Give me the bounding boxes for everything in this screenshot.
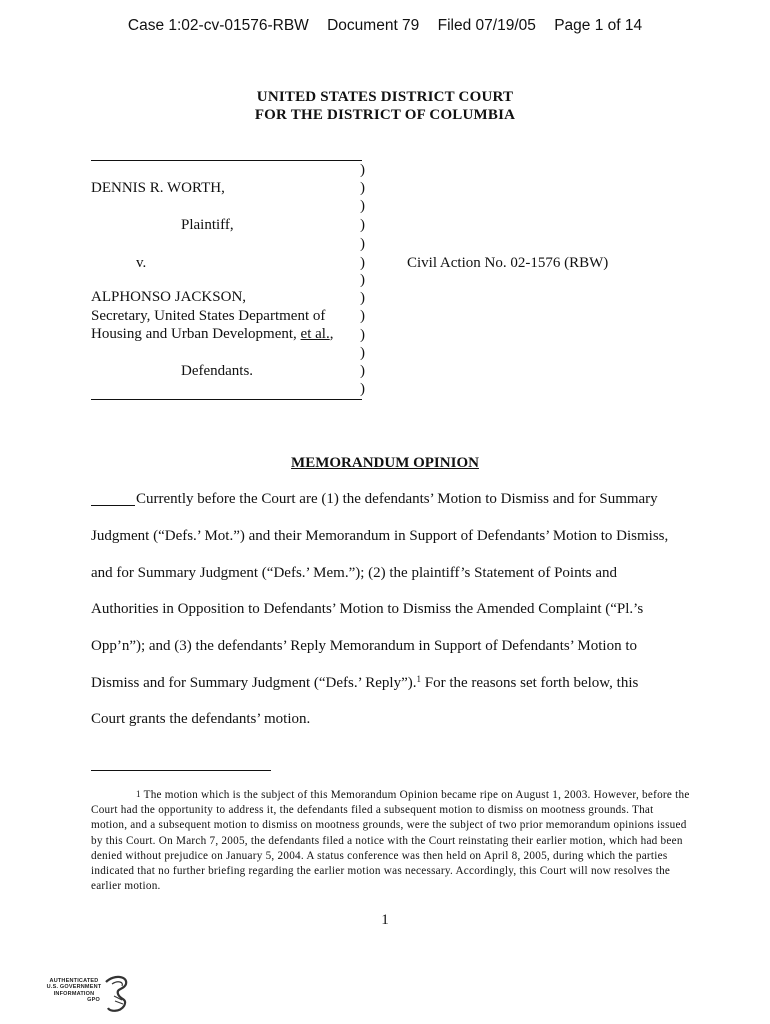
caption-bottom-rule [91,399,362,400]
defendant-title-line1: Secretary, United States Department of [91,308,326,324]
footnote-reference[interactable]: 1 [416,674,421,684]
caption-paren: ) [360,272,365,288]
gpo-authentication-seal [44,974,144,1014]
caption-paren: ) [360,198,365,214]
defendant-title-line2: Housing and Urban Development, et al., [91,326,334,342]
body-line-6: Dismiss and for Summary Judgment (“Defs.’ Reply”).$^1$ For the reasons set forth below, this [91,674,639,691]
caption-paren: ) [360,381,365,397]
body-line-3: and for Summary Judgment (“Defs.’ Mem.”); (2) the plaintiff’s Statement of Points and [91,565,617,581]
footnote [91,788,691,894]
body-line-1: Currently before the Court are (1) the defendants’ Motion to Dismiss and for Summary [136,491,658,507]
body-line-4: Authorities in Opposition to Defendants’ Motion to Dismiss the Amended Complaint (“Pl.’s [91,601,644,617]
plaintiff-role: Plaintiff, [181,217,234,233]
caption-paren: ) [360,363,365,379]
caption-top-rule [91,160,362,161]
memorandum-title: MEMORANDUM OPINION [291,455,479,471]
versus: v. [136,255,147,271]
caption-paren: ) [360,290,365,306]
document-number: Document 79 [327,17,420,34]
case-number: Case 1:02-cv-01576-RBW [127,17,309,34]
page-indicator: Page 1 of 14 [554,17,643,34]
civil-action-number: Civil Action No. 02-1576 (RBW) [407,255,609,271]
body-line-5: Opp’n”); and (3) the defendants’ Reply Memorandum in Support of Defendants’ Motion to [91,638,637,654]
document-header [0,17,770,35]
page-number: 1 [381,912,389,928]
caption-paren: ) [360,217,365,233]
et-al: et al. [300,326,330,342]
footnote-text: The motion which is the subject of this Memorandum Opinion became ripe on August 1, 2003. However, before the Court had the opportunity to address it, the defendants filed a subsequent motion to dismiss on mootness grounds. That motion, and a subsequent motion to dismiss on mootness grounds, were the subject of two prior memorandum opinions issued by this Court. On March 7, 2005, the defendants filed a notice with the Court reinstating their earlier motion, which had been denied without prejudice on January 5, 2004. A status conference was then held on April 8, 2005, during which the parties indicated that no further briefing regarding the earlier motion was necessary. Accordingly, this Court will now resolves the earlier motion. [91,789,690,893]
paragraph-indent-rule [91,505,135,506]
court-name-line1: UNITED STATES DISTRICT COURT [256,89,514,105]
caption-paren: ) [360,345,365,361]
seal-text: AUTHENTICATED U.S. GOVERNMENT INFORMATION GPO [46,978,102,1004]
caption-paren: ) [360,308,365,324]
footnote-rule [91,770,271,771]
plaintiff-name: DENNIS R. WORTH, [91,180,225,196]
caption-paren: ) [360,255,365,271]
caption-paren: ) [360,236,365,252]
eagle-seal-icon [102,974,132,1014]
defendant-name: ALPHONSO JACKSON, [91,289,247,305]
defendant-role: Defendants. [181,363,254,379]
body-line-7: Court grants the defendants’ motion. [91,711,311,727]
caption-paren: ) [360,327,365,343]
body-line-2: Judgment (“Defs.’ Mot.”) and their Memorandum in Support of Defendants’ Motion to Dismiss, [91,528,669,544]
caption-paren: ) [360,162,365,178]
footnote-mark: 1 [136,789,141,799]
court-name-line2: FOR THE DISTRICT OF COLUMBIA [254,107,516,123]
caption-paren: ) [360,180,365,196]
filed-date: Filed 07/19/05 [437,17,536,34]
